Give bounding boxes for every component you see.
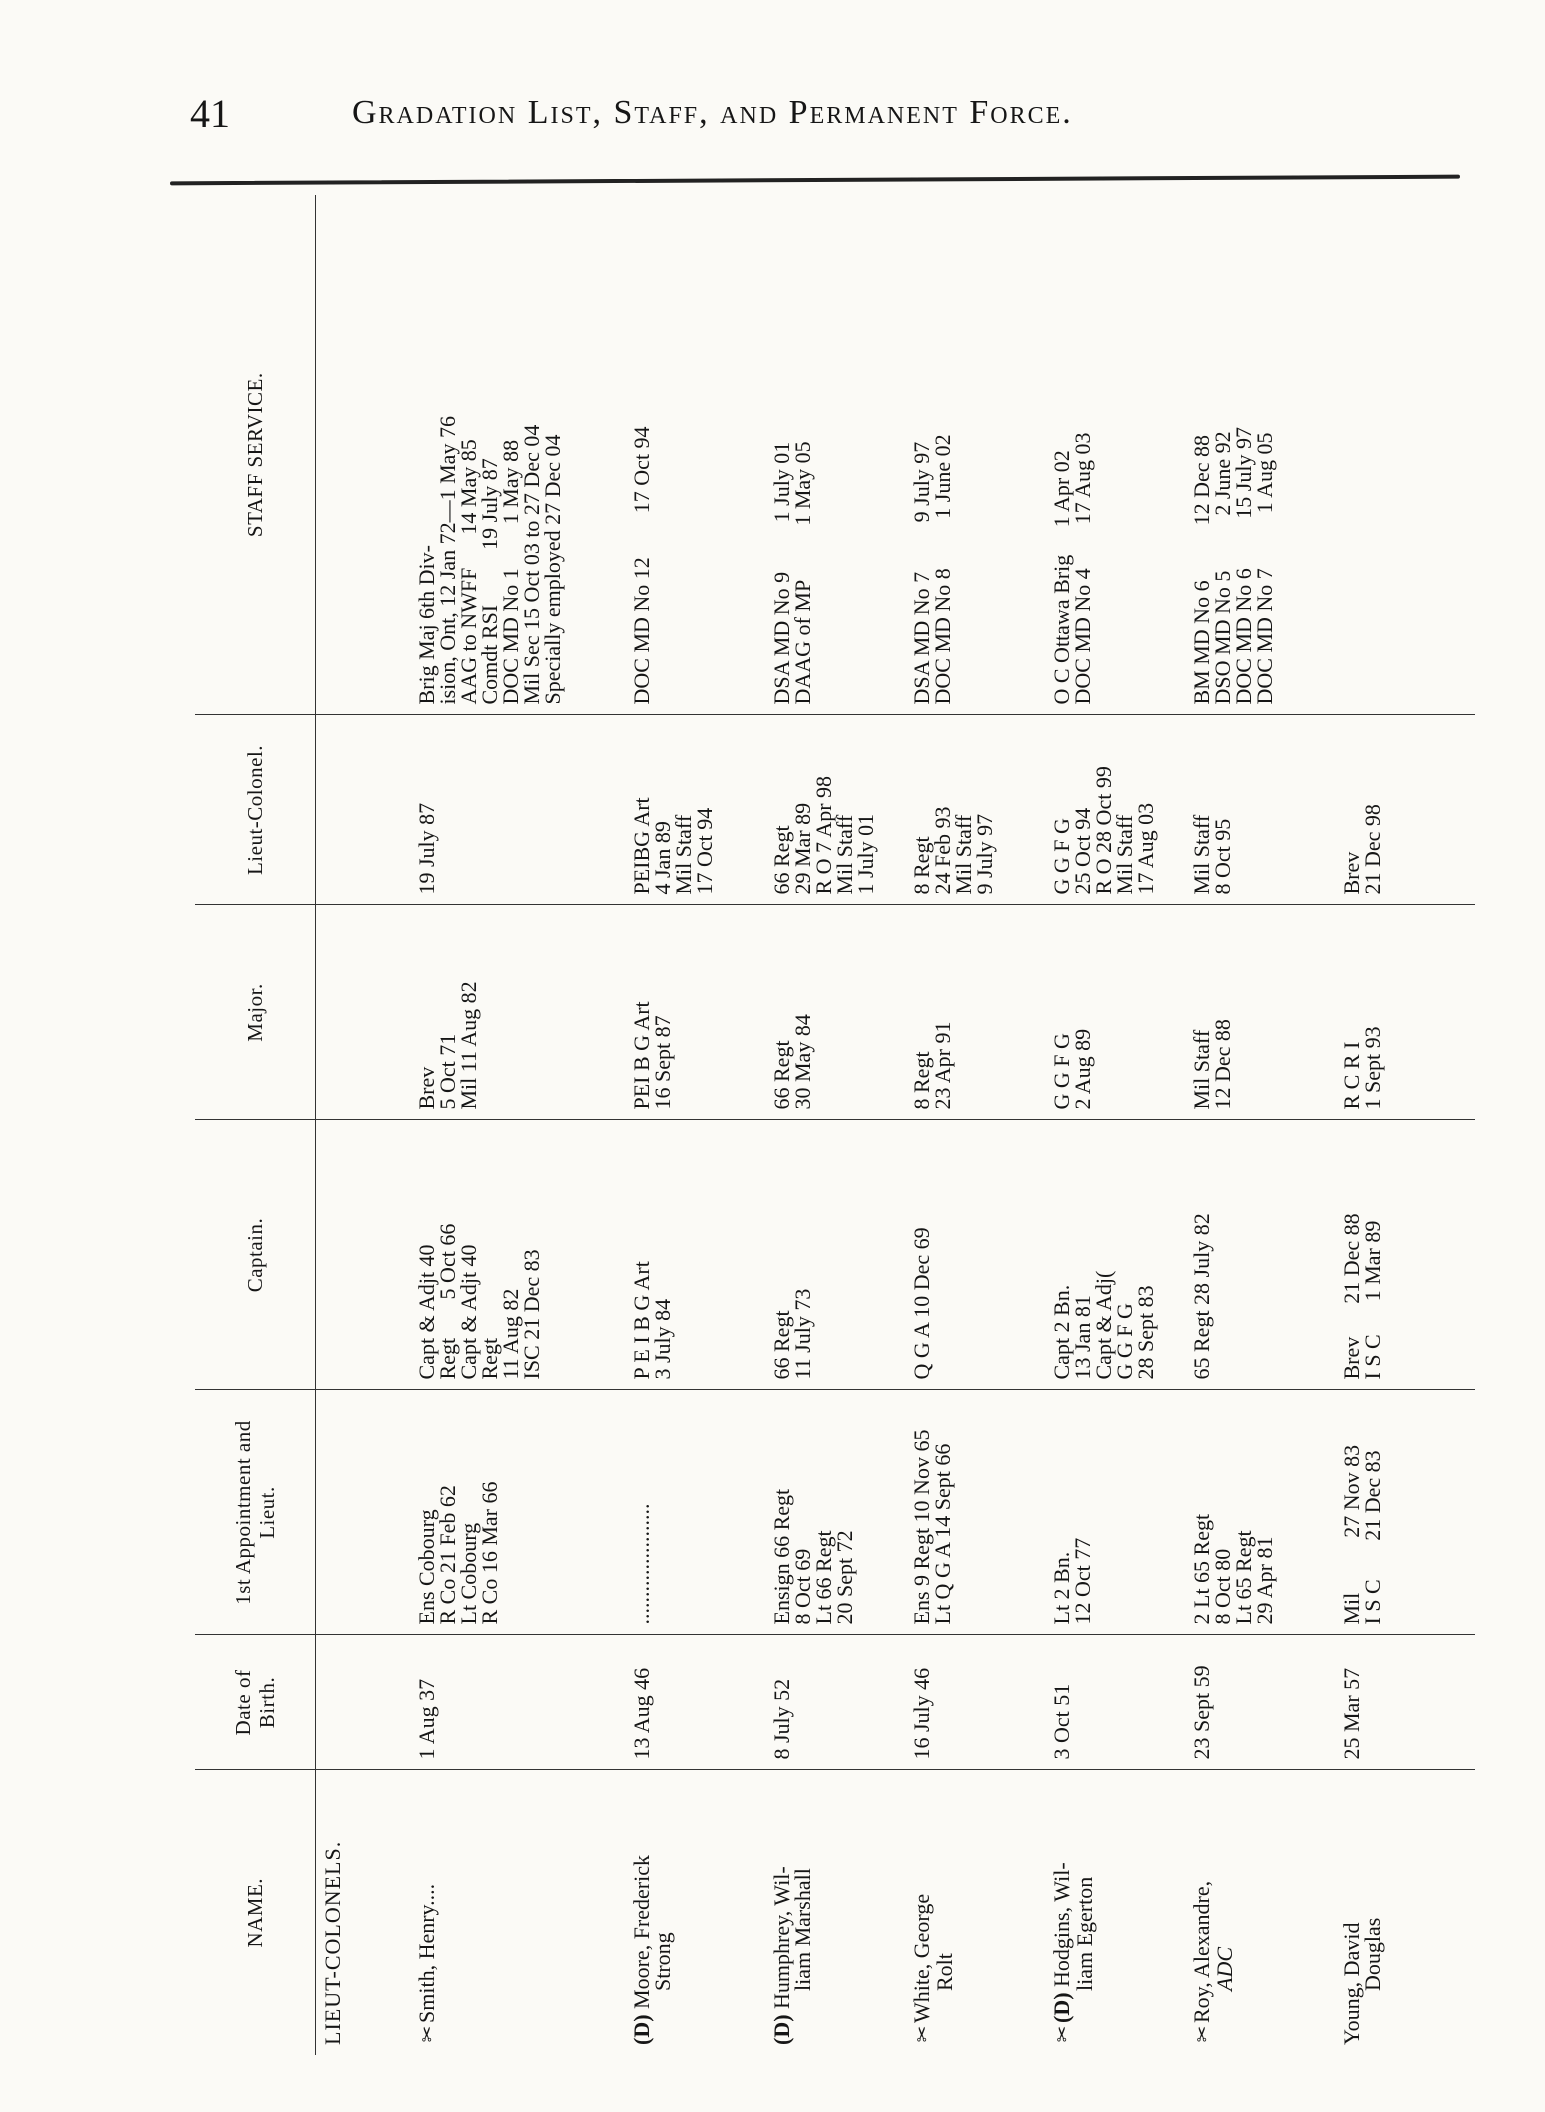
captain-line: P E I B G Art [629,1261,654,1380]
name-cell [1335,1770,1475,2055]
officer-name: Young, David [1339,1922,1364,2045]
lieut-colonel-cell [765,715,905,905]
officer-row [410,195,625,2055]
lieut-colonel-cell [1335,715,1475,905]
appointment-cell [625,1390,765,1635]
officer-name-cont: ADC [1212,1947,1237,1991]
captain-line: G G F G [1112,1303,1137,1380]
empty-cell [316,1390,411,1635]
lieut_colonel-line: 21 Dec 98 [1360,804,1385,895]
section-row [316,195,411,2055]
staff_service-line: DOC MD No 4 17 Aug 03 [1070,432,1095,705]
officer-name: Roy, Alexandre, [1189,1880,1214,2023]
col-header-staff-service: STAFF SERVICE. [195,195,316,715]
captain-line: 11 Aug 82 [498,1288,523,1380]
staff_service-line: ision, Ont, 12 Jan 72—1 May 76 [435,416,460,705]
scissors-mark-icon: ✂ [912,2025,934,2043]
lieut_colonel-line: R O 28 Oct 99 [1091,766,1116,895]
major-line: PEI B G Art [629,1001,654,1110]
appointment-cell [1045,1390,1185,1635]
name-cell [1185,1770,1335,2055]
staff-service-cell [905,195,1045,715]
staff_service-line: DSO MD No 5 2 June 92 [1210,431,1235,705]
staff_service-line: DOC MD No 8 1 June 02 [930,434,955,705]
captain-line: Q G A 10 Dec 69 [909,1227,934,1380]
staff_service-line: DOC MD No 7 1 Aug 05 [1252,432,1277,705]
empty-cell [316,905,411,1120]
appointment-line: Lt 2 Bn. [1049,1551,1074,1625]
deceased-prefix: (D) [1049,1992,1074,2023]
name-line [911,1781,934,2046]
officer-name: Humphrey, Wil- [769,1866,794,2009]
captain-cell [765,1120,905,1390]
captain-line: 66 Regt [769,1310,794,1380]
lieut-colonel-cell [1045,715,1185,905]
captain-line: Regt [477,1337,502,1380]
officer-name: Smith, Henry.... [414,1883,439,2023]
lieut_colonel-line: Brev [1339,851,1364,895]
captain-cell [905,1120,1045,1390]
major-cell [625,905,765,1120]
major-cell [905,905,1045,1120]
name-cell [1045,1770,1185,2055]
birth-date-cell: 3 Oct 51 [1045,1635,1185,1770]
major-line: Brev [414,1066,439,1110]
lieut-colonel-cell [625,715,765,905]
appointment-line: 2 Lt 65 Regt [1189,1513,1214,1625]
page-title: Gradation List, Staff, and Permanent Force. [352,94,1073,131]
officer-row [905,195,1045,2055]
lieut_colonel-line: Mil Staff [951,814,976,895]
major-line: 1 Sept 93 [1360,1026,1385,1110]
major-line: G G F G [1049,1033,1074,1110]
birth-date-cell: 8 July 52 [765,1635,905,1770]
staff_service-line: DSA MD No 7 9 July 97 [909,441,934,705]
captain-line: Regt 5 Oct 66 [435,1223,460,1380]
captain-cell [1185,1120,1335,1390]
staff_service-line: Brig Maj 6th Div- [414,545,439,705]
col-header-captain: Captain. [195,1120,316,1390]
staff_service-line: O C Ottawa Brig 1 Apr 02 [1049,450,1074,705]
officer-name-cont: Rolt [932,1953,957,1991]
staff_service-line: DOC MD No 12 17 Oct 94 [629,426,654,705]
major-line: R C R I [1339,1041,1364,1110]
staff_service-line: Specially employed 27 Dec 04 [540,434,565,705]
lieut_colonel-line: 8 Regt [909,836,934,895]
major-line: Mil Staff [1189,1029,1214,1110]
major-line: 2 Aug 89 [1070,1028,1095,1110]
officer-name-cont: Douglas [1360,1917,1385,1991]
officer-row [1185,195,1335,2055]
appointment-line: 12 Oct 77 [1070,1537,1095,1625]
major-line: Mil 11 Aug 82 [456,981,481,1110]
scissors-mark-icon: ✂ [1052,2025,1074,2043]
lieut_colonel-line: 19 July 87 [414,802,439,895]
birth-date-cell: 16 July 46 [905,1635,1045,1770]
deceased-prefix: (D) [769,2014,794,2045]
lieut_colonel-line: 66 Regt [769,825,794,895]
appointment-line: R Co 21 Feb 62 [435,1485,460,1625]
major-line: 8 Regt [909,1051,934,1110]
staff-service-cell [625,195,765,715]
staff-service-cell [1335,195,1475,715]
major-line: 66 Regt [769,1040,794,1110]
lieut_colonel-line: G G F G [1049,818,1074,895]
col-header-birth: Date of Birth. [195,1635,316,1770]
lieut_colonel-line: 4 Jan 89 [650,821,675,895]
appointment-line: I S C 21 Dec 83 [1360,1450,1385,1625]
captain-line: 3 July 84 [650,1298,675,1380]
appointment-cell [905,1390,1045,1635]
staff_service-line: DOC MD No 1 1 May 88 [498,439,523,705]
appointment-line: 29 Apr 81 [1252,1536,1277,1625]
name-line [631,1781,652,2046]
appointment-line: ...................... [629,1503,654,1625]
appointment-line: 8 Oct 69 [790,1548,815,1625]
header-rule [170,175,1460,186]
officer-row [1335,195,1475,2055]
officer-row [1045,195,1185,2055]
page-header [0,90,1545,160]
officer-name: Moore, Frederick [629,1855,654,2009]
name-line [416,1781,439,2046]
major-line: 23 Apr 91 [930,1021,955,1110]
captain-line: ISC 21 Dec 83 [519,1249,544,1380]
scissors-mark-icon: ✂ [1192,2025,1214,2043]
appointment-cell [1335,1390,1475,1635]
deceased-prefix: (D) [629,2014,654,2045]
captain-line: Brev 21 Dec 88 [1339,1213,1364,1380]
major-cell [1185,905,1335,1120]
col-header-name: NAME. [195,1770,316,2055]
captain-line: Capt 2 Bn. [1049,1284,1074,1380]
major-line: 30 May 84 [790,1014,815,1110]
lieut_colonel-line: Mil Staff [1189,814,1214,895]
captain-cell [1045,1120,1185,1390]
captain-cell [1335,1120,1475,1390]
appointment-line: Ens 9 Regt 10 Nov 65 [909,1429,934,1625]
appointment-line: R Co 16 Mar 66 [477,1481,502,1625]
empty-cell [316,1635,411,1770]
gradation-table [195,195,1475,2055]
name-cell [765,1770,905,2055]
lieut-colonel-cell [905,715,1045,905]
section-label: LIEUT-COLONELS. [320,1840,345,2045]
staff_service-line: BM MD No 6 12 Dec 88 [1189,435,1214,705]
lieut_colonel-line: 17 Oct 94 [692,807,717,895]
staff-service-cell [765,195,905,715]
appointment-cell [1185,1390,1335,1635]
lieut_colonel-line: PEIBG Art [629,797,654,895]
captain-line: Capt & Adj( [1091,1270,1116,1380]
empty-cell [316,715,411,905]
col-header-lieut-colonel: Lieut-Colonel. [195,715,316,905]
appointment-cell [765,1390,905,1635]
captain-cell [625,1120,765,1390]
name-line [1051,1781,1074,2046]
birth-date-cell: 23 Sept 59 [1185,1635,1335,1770]
major-cell [410,905,625,1120]
gradation-table-frame [195,195,1475,2055]
col-header-major: Major. [195,905,316,1120]
appointment-line: 20 Sept 72 [832,1530,857,1625]
name-cell [625,1770,765,2055]
appointment-line: Lt Q G A 14 Sept 66 [930,1443,955,1625]
page-number: 41 [190,91,230,136]
captain-line: 13 Jan 81 [1070,1295,1095,1380]
birth-date-cell: 1 Aug 37 [410,1635,625,1770]
lieut_colonel-line: 25 Oct 94 [1070,807,1095,895]
lieut-colonel-cell [410,715,625,905]
major-line: 5 Oct 71 [435,1033,460,1110]
col-header-appointment: 1st Appointment and Lieut. [195,1390,316,1635]
captain-line: Capt & Adjt 40 [414,1244,439,1380]
lieut_colonel-line: 8 Oct 95 [1210,818,1235,895]
lieut_colonel-line: 9 July 97 [972,813,997,895]
lieut_colonel-line: Mil Staff [832,814,857,895]
captain-line: 28 Sept 83 [1133,1285,1158,1380]
lieut_colonel-line: Mil Staff [1112,814,1137,895]
officer-row [625,195,765,2055]
lieut_colonel-line: 29 Mar 89 [790,802,815,895]
name-cell [410,1770,625,2055]
lieut_colonel-line: Mil Staff [671,814,696,895]
appointment-line: Ensign 66 Regt [769,1488,794,1625]
officer-row [765,195,905,2055]
lieut_colonel-line: R O 7 Apr 98 [811,775,836,895]
name-line [1341,1781,1362,2046]
scissors-mark-icon: ✂ [417,2025,439,2043]
name-cell [905,1770,1045,2055]
major-cell [1045,905,1185,1120]
captain-cell [410,1120,625,1390]
appointment-line: Lt 65 Regt [1231,1530,1256,1625]
birth-date-cell: 25 Mar 57 [1335,1635,1475,1770]
captain-line: Capt & Adjt 40 [456,1244,481,1380]
staff_service-line: Comdt RSI 19 July 87 [477,458,502,705]
staff_service-line: Mil Sec 15 Oct 03 to 27 Dec 04 [519,424,544,705]
officer-name: White, George [909,1893,934,2023]
major-cell [1335,905,1475,1120]
officer-name-cont: liam Egerton [1072,1876,1097,1991]
staff_service-line: DSA MD No 9 1 July 01 [769,441,794,705]
officer-name-cont: Strong [650,1932,675,1991]
officer-name: Hodgins, Wil- [1049,1862,1074,1987]
staff-service-cell [410,195,625,715]
captain-line: 65 Regt 28 July 82 [1189,1213,1214,1380]
staff-service-cell [1185,195,1335,715]
header-row [195,195,316,2055]
lieut_colonel-line: 17 Aug 03 [1133,802,1158,895]
staff_service-line: DAAG of MP 1 May 05 [790,441,815,705]
major-line: 16 Sept 87 [650,1015,675,1110]
appointment-line: Ens Cobourg [414,1509,439,1625]
captain-line: 11 July 73 [790,1288,815,1380]
birth-date-cell: 13 Aug 46 [625,1635,765,1770]
appointment-line: Lt Cobourg [456,1522,481,1625]
empty-cell [316,195,411,715]
rotated-table [195,195,1475,2055]
lieut-colonel-cell [1185,715,1335,905]
officer-name-cont: liam Marshall [790,1868,815,1991]
name-line [1191,1781,1214,2046]
major-cell [765,905,905,1120]
staff_service-line: AAG to NWFF 14 May 85 [456,439,481,705]
appointment-line: 8 Oct 80 [1210,1548,1235,1625]
lieut_colonel-line: 24 Feb 93 [930,806,955,895]
staff_service-line: DOC MD No 6 15 July 97 [1231,427,1256,705]
staff-service-cell [1045,195,1185,715]
captain-line: I S C 1 Mar 89 [1360,1220,1385,1380]
name-line [771,1781,792,2046]
appointment-line: Lt 66 Regt [811,1530,836,1625]
empty-cell [316,1120,411,1390]
major-line: 12 Dec 88 [1210,1019,1235,1110]
appointment-cell [410,1390,625,1635]
lieut_colonel-line: 1 July 01 [853,813,878,895]
appointment-line: Mil 27 Nov 83 [1339,1444,1364,1625]
